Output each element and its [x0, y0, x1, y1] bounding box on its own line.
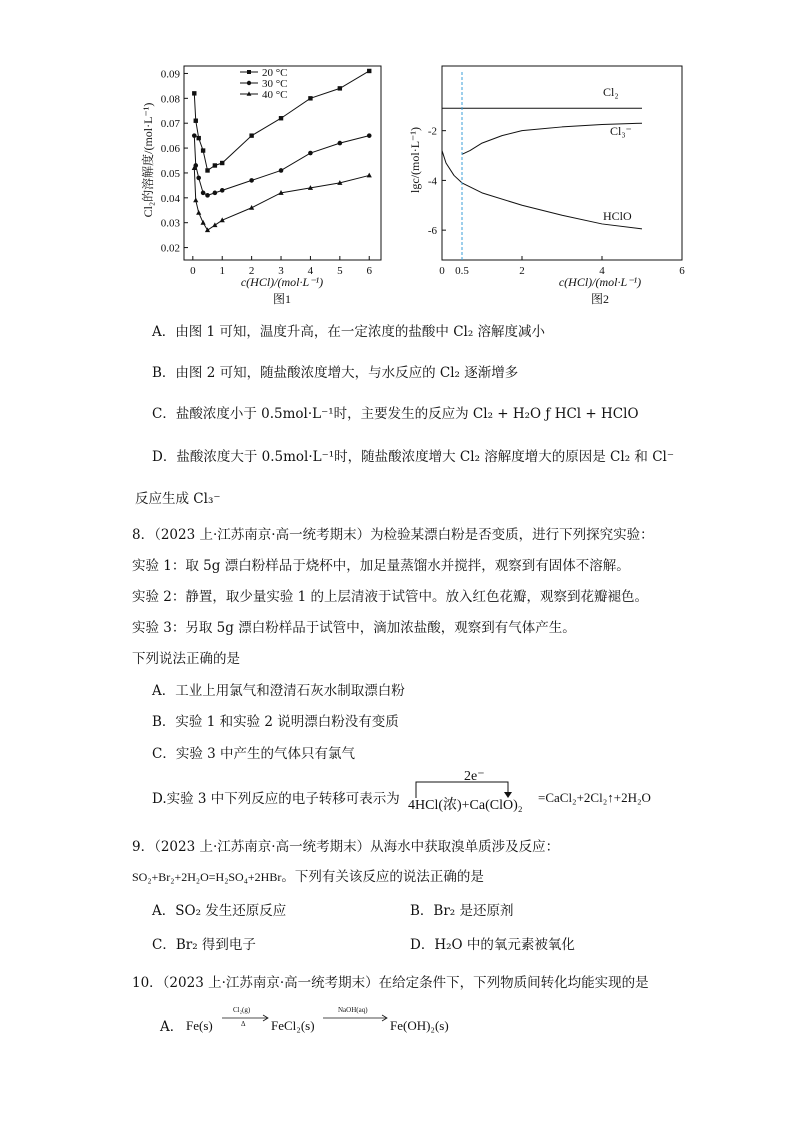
fig1-point-circle — [196, 176, 201, 181]
q8-exp2: 实验 2：静置，取少量实验 1 的上层清液于试管中。放入红色花瓣，观察到花瓣褪色。 — [132, 589, 649, 605]
figure-2-chart — [405, 58, 695, 314]
fig2-xtick-label: 4 — [599, 265, 605, 277]
fig1-point-triangle — [193, 198, 198, 203]
fig1-point-square — [213, 163, 217, 167]
q9-equation-tail: 。下列有关该反应的说法正确的是 — [281, 869, 484, 885]
fig1-point-triangle — [205, 227, 210, 232]
fig1-point-triangle — [367, 173, 372, 178]
fig2-xtick-label: 2 — [519, 265, 525, 277]
fig2-label-cl2: Cl₂ — [603, 85, 619, 99]
electron-count-label: 2e⁻ — [464, 769, 485, 784]
electron-transfer-diagram — [408, 770, 674, 814]
fig1-xtick-label: 0 — [190, 265, 196, 277]
fig2-ylabel: lgc/(mol·L⁻¹) — [408, 127, 422, 193]
fig1-point-circle — [308, 151, 313, 156]
q8-exp1: 实验 1：取 5g 漂白粉样品于烧杯中，加足量蒸馏水并搅拌，观察到有固体不溶解。 — [132, 558, 630, 574]
fig1-point-square — [205, 168, 209, 172]
q9-stem: 9．（2023 上·江苏南京·高一统考期末）从海水中获取溴单质涉及反应： — [132, 839, 560, 855]
q9-equation: SO₂+Br₂+2H₂O=H₂SO₄+2HBr — [132, 870, 282, 884]
q7-option-d-line1: D．盐酸浓度大于 0.5mol·L⁻¹时，随盐酸浓度增大 Cl₂ 溶解度增大的原因是 Cl₂ 和 Cl⁻ — [152, 449, 674, 465]
fig1-ytick-label: 0.08 — [160, 93, 180, 106]
reactants: 4HCl(浓)+Ca(ClO)₂ — [408, 798, 523, 813]
fig1-point-circle — [201, 191, 206, 196]
q7-option-b: B．由图 2 可知，随盐酸浓度增大，与水反应的 Cl₂ 逐渐增多 — [152, 365, 519, 381]
fig1-ytick-label: 0.09 — [160, 68, 180, 81]
q10-species-2: FeCl₂(s) — [271, 1018, 315, 1033]
fig1-xtick-label: 3 — [278, 265, 284, 277]
q9-option-d: D．H₂O 中的氧元素被氧化 — [410, 937, 575, 953]
fig1-ytick-label: 0.06 — [160, 143, 180, 156]
fig1-point-circle — [249, 178, 254, 183]
q8-option-a: A．工业上用氯气和澄清石灰水制取漂白粉 — [152, 683, 405, 699]
products: =CaCl₂+2Cl₂↑+2H₂O — [538, 790, 651, 805]
fig1-legend-label: 30 °C — [262, 78, 288, 90]
fig2-ytick-label: -2 — [427, 125, 437, 138]
q10-arrow-1 — [222, 1014, 270, 1022]
fig1-point-square — [308, 96, 312, 100]
fig1-ytick-label: 0.02 — [160, 242, 180, 255]
fig1-xtick-label: 2 — [248, 265, 255, 277]
fig2-xtick-label: 6 — [679, 265, 685, 277]
q10-arrow-2 — [323, 1014, 389, 1022]
fig2-label-hclo: HClO — [603, 209, 632, 223]
fig1-point-circle — [192, 133, 197, 138]
q8-option-b: B．实验 1 和实验 2 说明漂白粉没有变质 — [152, 714, 399, 730]
fig1-xlabel: c(HCl)/(mol·L⁻¹) — [240, 275, 324, 289]
fig2-label-cl3: Cl₃⁻ — [610, 124, 632, 138]
fig1-point-square — [201, 148, 205, 152]
q8-option-d-prefix: D.实验 3 中下列反应的电子转移可表示为 — [152, 791, 400, 807]
q10-stem: 10．（2023 上·江苏南京·高一统考期末）在给定条件下，下列物质间转化均能实现的是 — [132, 975, 649, 991]
fig1-point-circle — [205, 193, 210, 198]
fig1-point-circle — [367, 133, 372, 138]
fig1-point-square — [367, 69, 371, 73]
fig1-ylabel: Cl₂的溶解度/(mol·L⁻¹) — [141, 102, 155, 218]
fig2-plot-frame — [442, 66, 682, 260]
fig1-legend-marker — [247, 81, 251, 85]
fig1-legend-marker — [247, 70, 251, 74]
q10-condition-2-top: NaOH(aq) — [338, 1006, 368, 1014]
q10-species-1: Fe(s) — [186, 1018, 213, 1033]
q9-equation-line — [132, 868, 484, 886]
fig2-ytick-label: -6 — [427, 225, 437, 238]
fig1-caption: 图1 — [272, 292, 292, 306]
q10-option-a — [160, 1004, 480, 1040]
fig1-point-triangle — [201, 220, 206, 225]
q8-exp3: 实验 3：另取 5g 漂白粉样品于试管中，滴加浓盐酸，观察到有气体产生。 — [132, 620, 576, 636]
fig1-point-square — [338, 86, 342, 90]
fig1-point-circle — [213, 191, 218, 196]
fig2-ytick-label: -4 — [427, 175, 437, 188]
q8-stem: 8．（2023 上·江苏南京·高一统考期末）为检验某漂白粉是否变质，进行下列探究实验： — [132, 527, 654, 543]
fig1-point-square — [192, 91, 196, 95]
q10-option-a-prefix: A． — [160, 1019, 184, 1035]
fig1-point-triangle — [196, 210, 201, 215]
fig1-xtick-label: 6 — [366, 265, 372, 277]
fig1-point-circle — [279, 168, 284, 173]
q7-option-c: C．盐酸浓度小于 0.5mol·L⁻¹时，主要发生的反应为 Cl₂ + H₂O ƒ HCl + HClO — [152, 406, 639, 422]
fig2-xtick-label: 0 — [439, 265, 445, 277]
fig2-caption: 图2 — [590, 292, 610, 306]
fig1-point-square — [279, 116, 283, 120]
q8-option-c: C．实验 3 中产生的气体只有氯气 — [152, 746, 356, 762]
fig1-legend-label: 20 °C — [262, 67, 288, 79]
q7-option-d-line2: 反应生成 Cl₃⁻ — [135, 491, 221, 507]
fig1-point-circle — [338, 141, 343, 146]
fig1-point-square — [220, 161, 224, 165]
fig1-point-square — [249, 133, 253, 137]
q8-ask: 下列说法正确的是 — [132, 651, 240, 667]
fig1-point-square — [194, 119, 198, 123]
fig1-xtick-label: 5 — [337, 265, 343, 277]
fig1-ytick-label: 0.04 — [160, 192, 180, 205]
q9-option-a: A．SO₂ 发生还原反应 — [152, 903, 287, 919]
fig2-xlabel: c(HCl)/(mol·L⁻¹) — [558, 275, 642, 289]
q10-condition-1-top: Cl₂(g) — [233, 1006, 251, 1014]
fig1-legend-label: 40 °C — [262, 89, 288, 101]
fig1-xtick-label: 4 — [307, 265, 314, 277]
fig1-ytick-label: 0.07 — [160, 118, 180, 131]
q10-species-3: Fe(OH)₂(s) — [390, 1018, 449, 1033]
fig1-xtick-label: 1 — [219, 265, 225, 277]
q10-condition-1-bottom: Δ — [241, 1020, 246, 1028]
fig1-series-line — [194, 136, 369, 196]
q7-option-a: A．由图 1 可知，温度升高，在一定浓度的盐酸中 Cl₂ 溶解度减小 — [152, 324, 546, 340]
fig2-xtick-label: 0.5 — [455, 265, 469, 277]
fig1-ytick-label: 0.05 — [160, 167, 180, 180]
q9-option-c: C．Br₂ 得到电子 — [152, 937, 256, 953]
fig1-point-square — [197, 136, 201, 140]
fig1-point-circle — [220, 188, 225, 193]
fig1-ytick-label: 0.03 — [160, 217, 180, 230]
q9-option-b: B．Br₂ 是还原剂 — [410, 903, 514, 919]
fig1-point-triangle — [212, 222, 217, 227]
figure-1-chart — [140, 58, 400, 314]
